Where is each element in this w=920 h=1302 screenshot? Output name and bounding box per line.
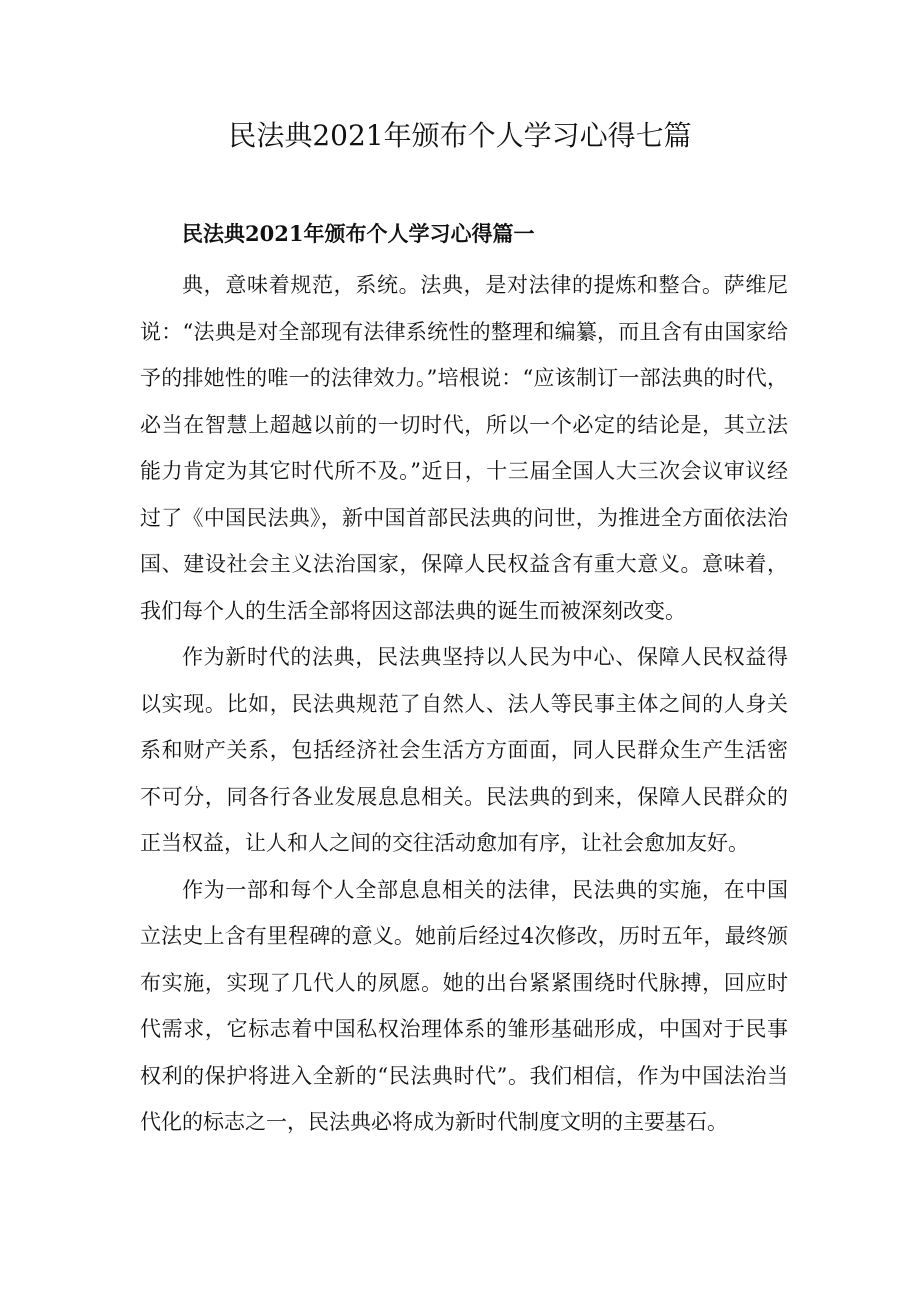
section-heading: 民法典2021年颁布个人学习心得篇一 (182, 221, 535, 246)
paragraph-1: 典，意味着规范，系统。法典，是对法律的提炼和整合。萨维尼说：“法典是对全部现有法律系统性的整理和编纂，而且含有由国家给予的排她性的唯一的法律效力。”培根说：“应该制订一部法典的时代，必当在智慧上超越以前的一切时代，所以一个必定的结论是，其立法能力肯定为其它时代所不及。”近日，十三届全国人大三次会议审议经过了《中国民法典》，新中国首部民法典的问世，为推进全方面依法治国、建设社会主义法治国家，保障人民权益含有重大意义。意味着，我们每个人的生活全部将因这部法典的诞生而被深刻改变。 (140, 273, 788, 623)
paragraph-3: 作为一部和每个人全部息息相关的法律，民法典的实施，在中国立法史上含有里程碑的意义。她前后经过4次修改，历时五年，最终颁布实施，实现了几代人的夙愿。她的出台紧紧围绕时代脉搏，回应时代需求，它标志着中国私权治理体系的雏形基础形成，中国对于民事权利的保护将进入全新的“民法典时代”。我们相信，作为中国法治当代化的标志之一，民法典必将成为新时代制度文明的主要基石。 (140, 877, 788, 1134)
page-title: 民法典2021年颁布个人学习心得七篇 (228, 119, 692, 152)
document-body (140, 262, 788, 1146)
paragraph-2: 作为新时代的法典，民法典坚持以人民为中心、保障人民权益得以实现。比如，民法典规范了自然人、法人等民事主体之间的人身关系和财产关系，包括经济社会生活方方面面，同人民群众生产生活密不可分，同各行各业发展息息相关。民法典的到来，保障人民群众的正当权益，让人和人之间的交往活动愈加有序，让社会愈加友好。 (140, 645, 788, 855)
